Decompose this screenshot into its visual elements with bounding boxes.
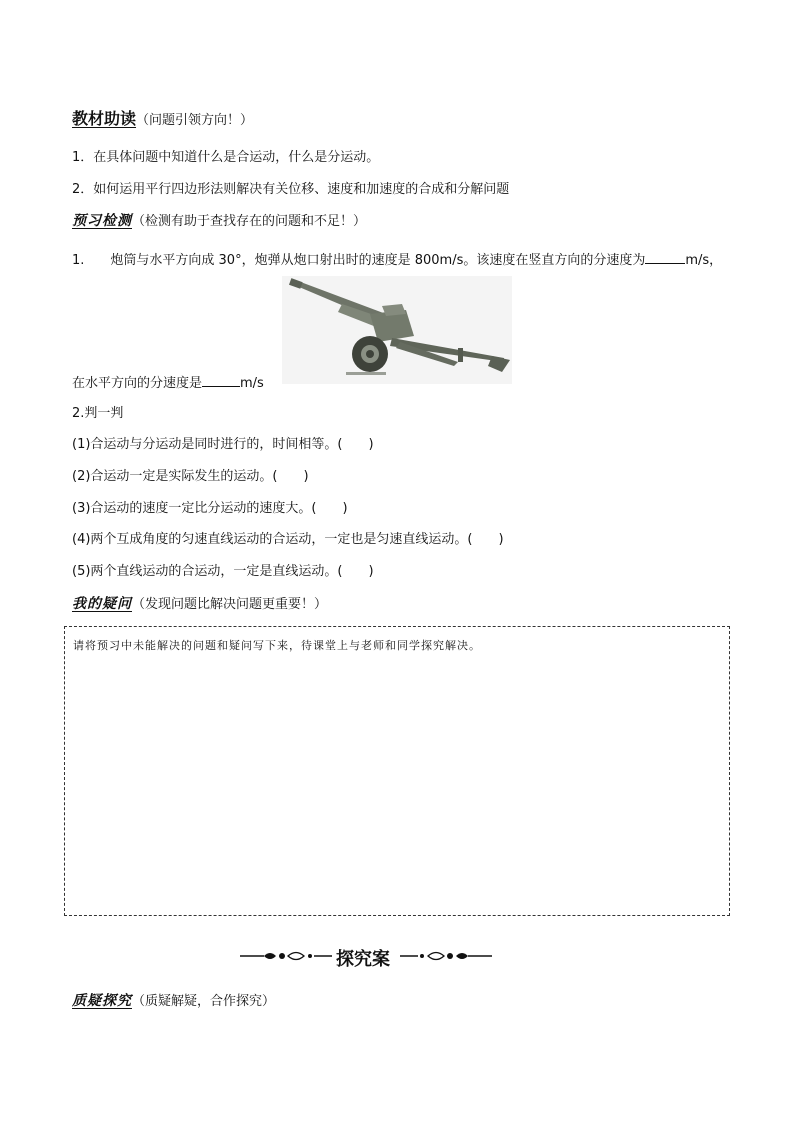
judge-item-2: (2)合运动一定是实际发生的运动。( ) (72, 469, 309, 484)
explore-banner (240, 943, 492, 969)
preview-title: 预习检测 (72, 213, 132, 229)
question-1-text-2: 在水平方向的分速度是 (72, 376, 203, 391)
explore-heading (72, 990, 275, 1010)
guide-title: 教材助读 (72, 109, 137, 128)
question-1-number: 1. (72, 253, 85, 268)
guide-note: （问题引领方向！） (136, 113, 254, 128)
explore-note: （质疑解疑，合作探究） (132, 994, 276, 1009)
questions-box[interactable] (64, 626, 730, 916)
judge-item-1: (1)合运动与分运动是同时进行的，时间相等。( ) (72, 437, 374, 452)
explore-banner-text: 探究案 (336, 949, 390, 970)
preview-heading (72, 210, 366, 230)
question-1-line-2 (72, 372, 264, 391)
guide-item-2: 2．如何运用平行四边形法则解决有关位移、速度和加速度的合成和分解问题 (72, 182, 510, 197)
answer-blank-horizontal[interactable] (202, 374, 240, 387)
questions-heading (72, 593, 327, 613)
questions-box-prompt: 请将预习中未能解决的问题和疑问写下来，待课堂上与老师和同学探究解决。 (73, 639, 481, 652)
judge-item-4: (4)两个互成角度的匀速直线运动的合运动，一定也是匀速直线运动。( ) (72, 532, 504, 547)
question-1 (72, 249, 722, 268)
questions-title: 我的疑问 (72, 596, 132, 612)
guide-heading (72, 106, 253, 129)
question-1-unit-2: m/s (240, 376, 264, 391)
ornament-right-icon (400, 949, 492, 963)
answer-blank-vertical[interactable] (645, 251, 685, 264)
preview-note: （检测有助于查找存在的问题和不足！） (132, 214, 367, 229)
question-1-text: 炮筒与水平方向成 30°，炮弹从炮口射出时的速度是 800m/s。该速度在竖直方向的分速度为 (110, 253, 646, 268)
cannon-image (282, 276, 512, 384)
judge-item-3: (3)合运动的速度一定比分运动的速度大。( ) (72, 501, 348, 516)
guide-item-1: 1．在具体问题中知道什么是合运动，什么是分运动。 (72, 150, 380, 165)
questions-note: （发现问题比解决问题更重要！） (132, 597, 328, 612)
ornament-left-icon (240, 949, 332, 963)
question-2-title: 2.判一判 (72, 406, 124, 421)
question-1-unit: m/s， (685, 253, 723, 268)
explore-title: 质疑探究 (72, 993, 132, 1009)
judge-item-5: (5)两个直线运动的合运动，一定是直线运动。( ) (72, 564, 374, 579)
